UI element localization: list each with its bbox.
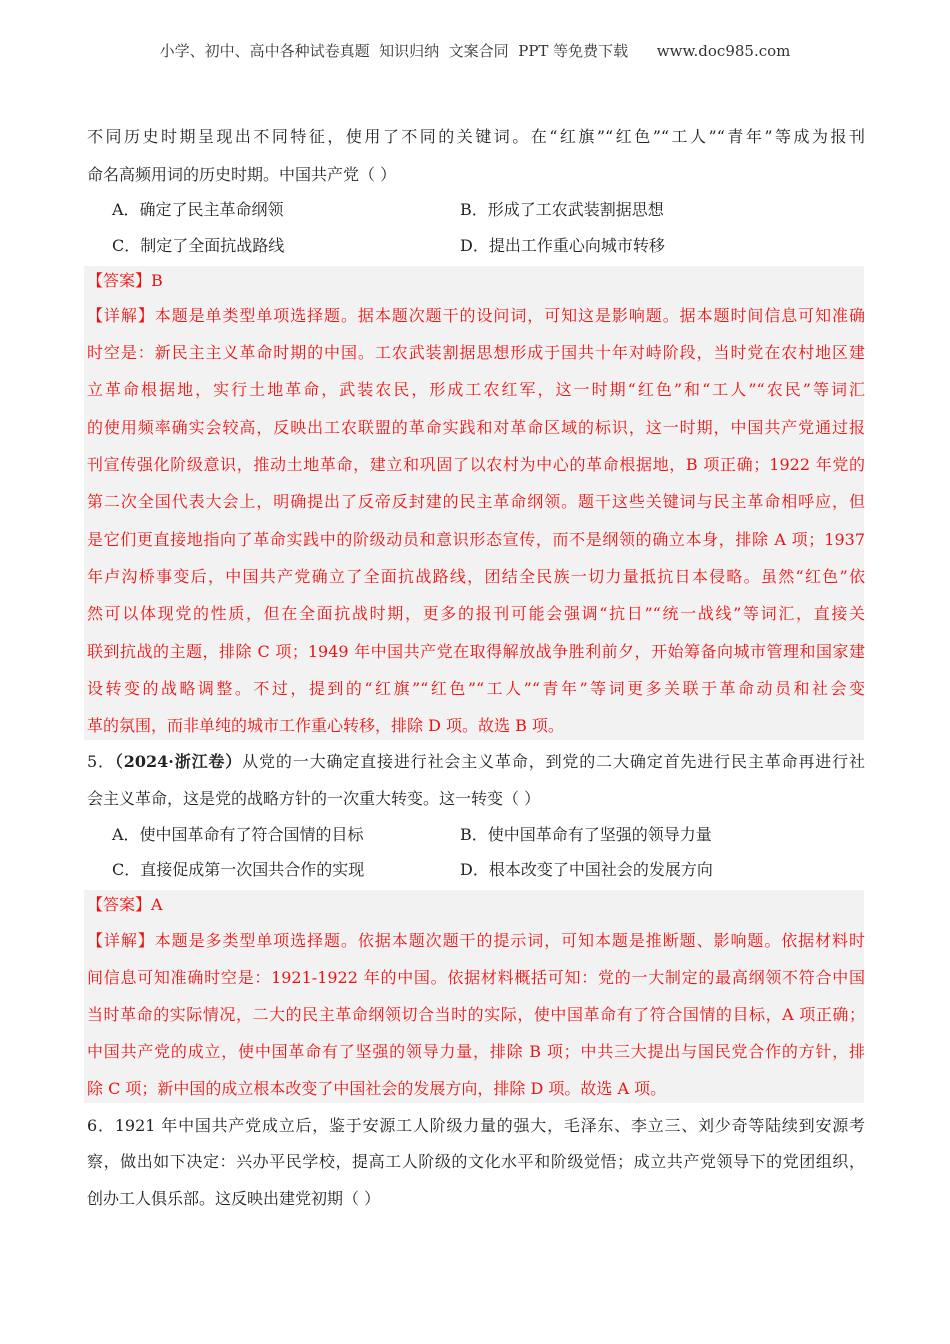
question-stem-line: 会主义革命，这是党的战略方针的一次重大转变。这一转变（ ）: [87, 789, 541, 808]
explanation-line: 中国共产党的成立，使中国革命有了坚强的领导力量，排除 B 项；中共三大提出与国民党合作的方针，排: [87, 1042, 865, 1061]
option-d: D．根本改变了中国社会的发展方向: [460, 860, 713, 879]
option-c: C．直接促成第一次国共合作的实现: [112, 860, 365, 879]
option-a: A．使中国革命有了符合国情的目标: [112, 825, 364, 844]
question-stem-line: 命名高频用词的历史时期。中国共产党（ ）: [87, 165, 397, 184]
explanation-line: 革的氛围，而非单纯的城市工作重心转移，排除 D 项。故选 B 项。: [87, 716, 564, 735]
explanation-line: 第二次全国代表大会上，明确提出了反帝反封建的民主革命纲领。题干这些关键词与民主革命相呼应，但: [87, 492, 865, 511]
explanation-line: 当时革命的实际情况，二大的民主革命纲领切合当时的实际，使中国革命有了符合国情的目标，A 项正确；: [87, 1005, 865, 1024]
explanation-line: 是它们更直接地指向了革命实践中的阶级动员和意识形态宣传，而不是纲领的确立本身，排除 A 项；1937: [87, 530, 865, 549]
explanation-line: 的使用频率确实会较高，反映出工农联盟的革命实践和对革命区域的标识，这一时期，中国共产党通过报: [87, 418, 865, 437]
option-a: A．确定了民主革命纲领: [112, 200, 284, 219]
option-b: B．形成了工农武装割据思想: [460, 200, 664, 219]
explanation-line: 刊宣传强化阶级意识，推动土地革命，建立和巩固了以农村为中心的革命根据地，B 项正确；1922 年党的: [87, 455, 865, 474]
explanation-line: 【详解】本题是单类型单项选择题。据本题次题干的设问词，可知这是影响题。据本题时间信息可知准确: [87, 306, 865, 325]
explanation-line: 间信息可知准确时空是：1921-1922 年的中国。依据材料概括可知：党的一大制定的最高纲领不符合中国: [87, 968, 865, 987]
page-header: 小学、初中、高中各种试卷真题 知识归纳 文案合同 PPT 等免费下载 www.doc985.com: [159, 42, 791, 60]
option-c: C．制定了全面抗战路线: [112, 236, 285, 255]
question-source: （2024·浙江卷）: [114, 752, 243, 771]
explanation-line: 【详解】本题是多类型单项选择题。依据本题次题干的提示词，可知本题是推断题、影响题。依据材料时: [87, 931, 865, 950]
question-stem-first: 从党的一大确定直接进行社会主义革命，到党的二大确定首先进行民主革命再进行社: [242, 752, 865, 771]
explanation-line: 设转变的战略调整。不过，提到的“红旗”“红色”“工人”“青年”等词更多关联于革命动员和社会变: [87, 679, 865, 698]
explanation-line: 时空是：新民主主义革命时期的中国。工农武装割据思想形成于国共十年对峙阶段，当时党在农村地区建: [87, 343, 865, 362]
question-stem-line: 6．1921 年中国共产党成立后，鉴于安源工人阶级力量的强大，毛泽东、李立三、刘少奇等陆续到安源考: [87, 1116, 865, 1135]
explanation-line: 立革命根据地，实行土地革命，武装农民，形成工农红军，这一时期“红色”和“工人”“农民”等词汇: [87, 380, 865, 399]
explanation-line: 联到抗战的主题，排除 C 项；1949 年中国共产党在取得解放战争胜利前夕，开始筹备向城市管理和国家建: [87, 642, 865, 661]
question-stem-line: 察，做出如下决定：兴办平民学校，提高工人阶级的文化水平和阶级觉悟；成立共产党领导下的党团组织，: [87, 1152, 865, 1171]
answer-label: 【答案】B: [87, 271, 163, 290]
explanation-line: 年卢沟桥事变后，中国共产党确立了全面抗战路线，团结全民族一切力量抵抗日本侵略。虽然“红色”依: [87, 567, 865, 586]
option-b: B．使中国革命有了坚强的领导力量: [460, 825, 712, 844]
explanation-line: 除 C 项；新中国的成立根本改变了中国社会的发展方向，排除 D 项。故选 A 项。: [87, 1079, 667, 1098]
explanation-line: 然可以体现党的性质，但在全面抗战时期，更多的报刊可能会强调“抗日”“统一战线”等词汇，直接关: [87, 604, 865, 623]
answer-label: 【答案】A: [87, 895, 163, 914]
question-stem-line: [87, 751, 865, 773]
question-stem-line: 不同历史时期呈现出不同特征，使用了不同的关键词。在“红旗”“红色”“工人”“青年”等成为报刊: [87, 127, 865, 146]
q5-answer-box: [84, 890, 864, 1103]
option-d: D．提出工作重心向城市转移: [460, 236, 665, 255]
question-stem-line: 创办工人俱乐部。这反映出建党初期（ ）: [87, 1189, 381, 1208]
question-number: 5．: [87, 752, 115, 771]
